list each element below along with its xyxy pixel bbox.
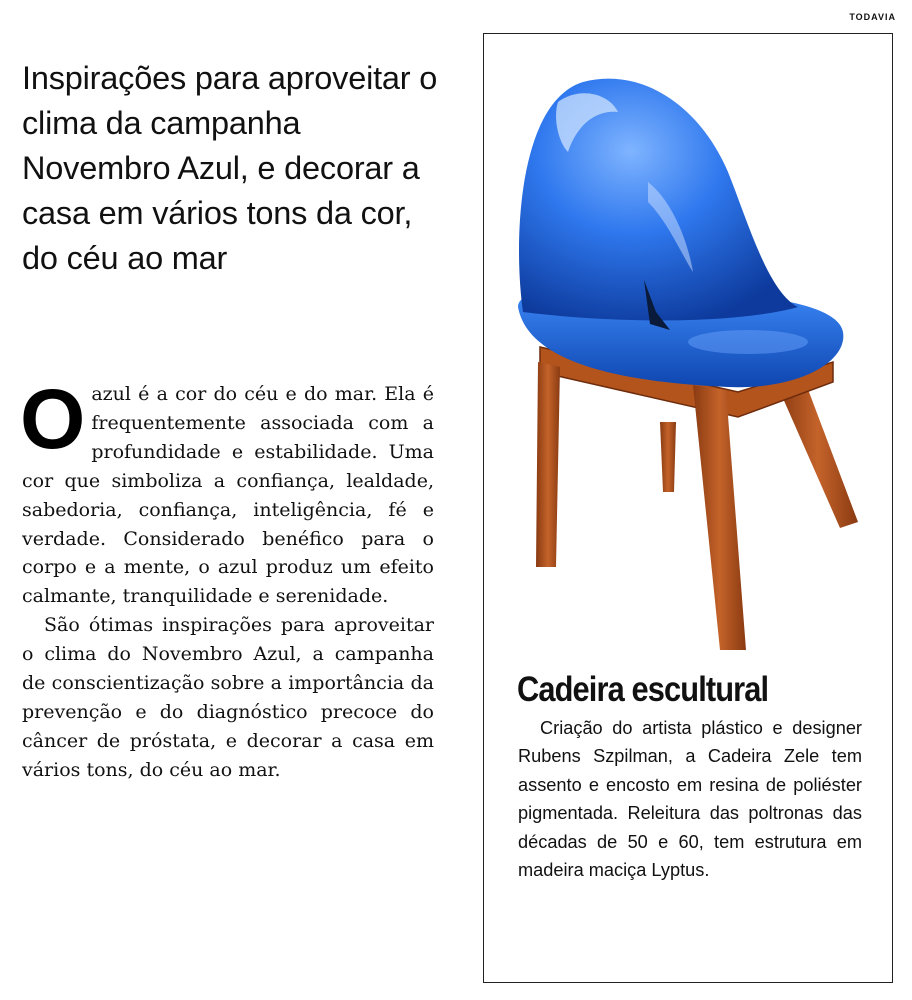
- drop-cap: O: [20, 372, 86, 466]
- sidebar-text: Criação do artista plástico e designer Rubens Szpilman, a Cadeira Zele tem assento e encosto em resina de poliéster pigmentada. Releitura das poltronas das décadas de 50 e 60, tem estrutura em madeira maciça Lyptus.: [518, 718, 862, 881]
- sidebar-box: [483, 33, 893, 983]
- article-paragraph-1: [20, 372, 434, 611]
- sidebar-title: Cadeira escultural: [517, 670, 769, 709]
- headline: Inspirações para aproveitar o clima da campanha Novembro Azul, e decorar a casa em vários tons da cor, do céu ao mar: [22, 60, 438, 276]
- section-tag: TODAVIA: [849, 12, 896, 22]
- article-paragraph-2: São ótimas inspirações para aproveitar o clima do Novembro Azul, a campanha de conscientização sobre a importância da prevenção e do diagnóstico precoce do câncer de próstata, e decorar a casa em vários tons, do céu ao mar.: [22, 614, 434, 781]
- paragraph-1-text: azul é a cor do céu e do mar. Ela é frequentemente associada com a profundidade e estabilidade. Uma cor que simboliza a confiança, lealdade, sabedoria, confiança, inteligência, fé e verdade. Considerado benéfico para o corpo e a mente, o azul produz um efeito calmante, tranquilidade e serenidade.: [22, 383, 434, 608]
- chair-image: [498, 62, 858, 662]
- article-body: [20, 372, 434, 785]
